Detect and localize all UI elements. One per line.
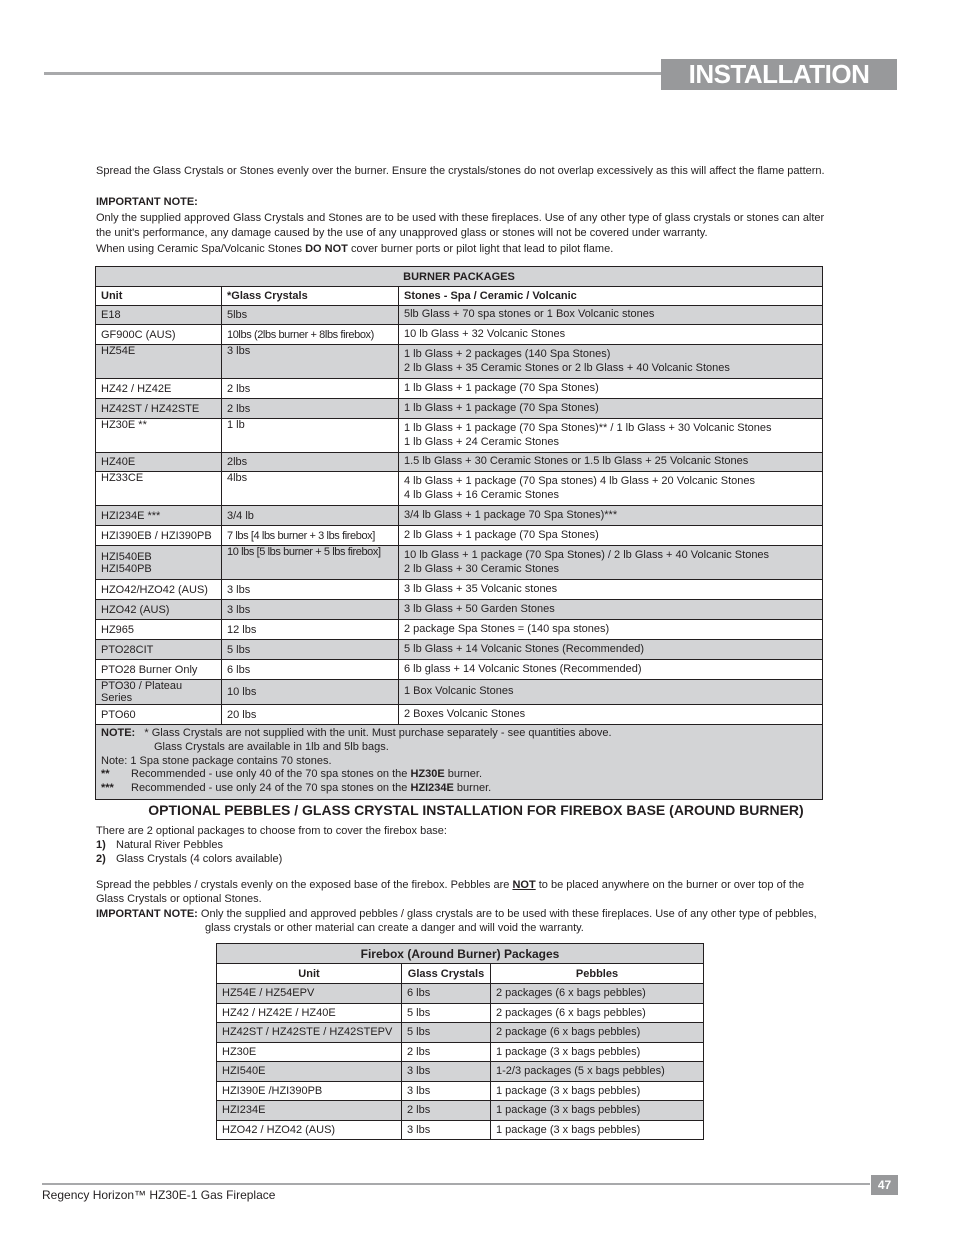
cell-pebbles: 1 package (3 x bags pebbles)	[491, 1120, 704, 1140]
cell-glass: 10lbs (2lbs burner + 8lbs firebox)	[222, 325, 399, 345]
cell-glass: 6 lbs	[402, 984, 491, 1004]
firebox-packages-table	[216, 943, 704, 1140]
cell-unit: HZ42ST / HZ42STE	[96, 399, 222, 419]
cell-pebbles: 1-2/3 packages (5 x bags pebbles)	[491, 1062, 704, 1082]
cell-glass: 3 lbs	[222, 345, 399, 379]
table-row	[96, 379, 823, 399]
footer-rule	[42, 1183, 870, 1185]
cell-glass: 20 lbs	[222, 705, 399, 725]
cell-stones: 3 lb Glass + 50 Garden Stones	[399, 600, 823, 620]
cell-glass: 1 lb	[222, 419, 399, 453]
cell-pebbles: 2 packages (6 x bags pebbles)	[491, 984, 704, 1004]
table-row	[96, 306, 823, 325]
cell-stones: 10 lb Glass + 1 package (70 Spa Stones) / 2 lb Glass + 40 Volcanic Stones 2 lb Glass + 30 Ceramic Stones	[399, 546, 823, 580]
optional-heading: OPTIONAL PEBBLES / GLASS CRYSTAL INSTALLATION FOR FIREBOX BASE (AROUND BURNER)	[148, 802, 804, 818]
cell-unit: HZO42/HZO42 (AUS)	[96, 580, 222, 600]
cell-glass: 5 lbs	[402, 1023, 491, 1043]
table-row	[217, 1062, 704, 1082]
table-row	[96, 705, 823, 725]
cell-unit: HZ42 / HZ42E / HZ40E	[217, 1003, 402, 1023]
table-row	[96, 600, 823, 620]
table-row	[96, 453, 823, 472]
table-row	[96, 680, 823, 705]
col-header-unit: Unit	[96, 287, 222, 306]
cell-unit: HZI234E	[217, 1101, 402, 1121]
cell-glass: 3 lbs	[402, 1062, 491, 1082]
cell-stones: 1 lb Glass + 2 packages (140 Spa Stones) 2 lb Glass + 35 Ceramic Stones or 2 lb Glass + 40 Volcanic Stones	[399, 345, 823, 379]
cell-stones: 5lb Glass + 70 spa stones or 1 Box Volcanic stones	[399, 306, 823, 325]
table-row	[217, 1042, 704, 1062]
table-row	[96, 472, 823, 506]
table-row	[96, 580, 823, 600]
cell-stones: 1 lb Glass + 1 package (70 Spa Stones)	[399, 379, 823, 399]
col-header-unit: Unit	[217, 964, 402, 984]
table-row	[217, 1120, 704, 1140]
cell-glass: 5 lbs	[402, 1003, 491, 1023]
burner-packages-table	[95, 266, 823, 800]
cell-stones: 1.5 lb Glass + 30 Ceramic Stones or 1.5 lb Glass + 25 Volcanic Stones	[399, 453, 823, 472]
cell-glass: 5 lbs	[222, 640, 399, 660]
cell-unit: HZ33CE	[96, 472, 222, 506]
optional-packages: There are 2 optional packages to choose from to cover the firebox base: 1) Natural River Pebbles 2) Glass Crystals (4 colors available)	[96, 825, 447, 865]
table-row	[217, 1101, 704, 1121]
cell-stones: 3 lb Glass + 35 Volcanic stones	[399, 580, 823, 600]
optional-important-note: IMPORTANT NOTE: Only the supplied and approved pebbles / glass crystals are to be used with these fireplaces. Use of any other type of pebbles, glass crystals or other material can create a danger and will void the warranty.	[96, 908, 817, 934]
cell-glass: 3/4 lb	[222, 506, 399, 526]
table-row	[96, 345, 823, 379]
col-header-stones: Stones - Spa / Ceramic / Volcanic	[399, 287, 823, 306]
cell-glass: 2 lbs	[402, 1101, 491, 1121]
cell-unit: HZ40E	[96, 453, 222, 472]
cell-unit: PTO28CIT	[96, 640, 222, 660]
important-note: IMPORTANT NOTE: Only the supplied approved Glass Crystals and Stones are to be used with these fireplaces. Use of any other type of glass crystals or stones can alter the unit's performance, any damage caused by the use of any unapproved glass or stones will not be covered under warranty. When using Ceramic Spa/Volcanic Stones DO NOT cover burner ports or pilot light that lead to pilot flame.	[96, 196, 825, 255]
cell-unit: PTO60	[96, 705, 222, 725]
cell-unit: HZI390EB / HZI390PB	[96, 526, 222, 546]
table-row	[96, 640, 823, 660]
burner-notes: NOTE: * Glass Crystals are not supplied with the unit. Must purchase separately - see quantities above. Glass Crystals are available in 1lb and 5lb bags. Note: 1 Spa stone package contains 70 stones. ** Recommended - use only 40 of the 70 spa stones on the HZ30E burner. *** Recommended - use only 24 of the 70 spa stones on the HZI234E burner.	[96, 725, 823, 800]
table-row	[96, 620, 823, 640]
cell-glass: 7 lbs [4 lbs burner + 3 lbs firebox]	[222, 526, 399, 546]
cell-unit: HZ965	[96, 620, 222, 640]
intro-paragraph: Spread the Glass Crystals or Stones evenly over the burner. Ensure the crystals/stones do not overlap excessively as this will affect the flame pattern.	[96, 165, 825, 177]
cell-glass: 5lbs	[222, 306, 399, 325]
cell-unit: E18	[96, 306, 222, 325]
cell-glass: 2 lbs	[222, 379, 399, 399]
cell-unit: HZI540EB HZI540PB	[96, 546, 222, 580]
table-row	[96, 399, 823, 419]
cell-unit: HZO42 (AUS)	[96, 600, 222, 620]
cell-unit: HZ42 / HZ42E	[96, 379, 222, 399]
cell-unit: GF900C (AUS)	[96, 325, 222, 345]
cell-unit: HZI540E	[217, 1062, 402, 1082]
cell-unit: PTO30 / Plateau Series	[96, 680, 222, 705]
cell-unit: HZ30E **	[96, 419, 222, 453]
cell-stones: 2 lb Glass + 1 package (70 Spa Stones)	[399, 526, 823, 546]
table-row	[96, 526, 823, 546]
cell-stones: 6 lb glass + 14 Volcanic Stones (Recommended)	[399, 660, 823, 680]
page-number: 47	[871, 1175, 898, 1195]
cell-glass: 4lbs	[222, 472, 399, 506]
cell-stones: 5 lb Glass + 14 Volcanic Stones (Recommended)	[399, 640, 823, 660]
important-note-text: Only the supplied approved Glass Crystals and Stones are to be used with these fireplaces. Use of any other type of glass crystals or stones can alter the unit's performance, any damage caused by the use of any unapproved glass or stones will not be covered under warranty.	[96, 211, 825, 239]
table-row	[217, 1003, 704, 1023]
footer-text: Regency Horizon™ HZ30E-1 Gas Fireplace	[42, 1188, 276, 1202]
cell-unit: PTO28 Burner Only	[96, 660, 222, 680]
table-row	[96, 546, 823, 580]
cell-glass: 2lbs	[222, 453, 399, 472]
cell-glass: 3 lbs	[402, 1120, 491, 1140]
cell-glass: 3 lbs	[402, 1081, 491, 1101]
burner-table-title: BURNER PACKAGES	[96, 267, 823, 287]
header-rule	[44, 72, 664, 75]
cell-glass: 3 lbs	[222, 600, 399, 620]
firebox-table-title: Firebox (Around Burner) Packages	[217, 944, 704, 964]
cell-glass: 6 lbs	[222, 660, 399, 680]
cell-unit: HZI390E /HZI390PB	[217, 1081, 402, 1101]
cell-stones: 3/4 lb Glass + 1 package 70 Spa Stones)***	[399, 506, 823, 526]
cell-pebbles: 1 package (3 x bags pebbles)	[491, 1081, 704, 1101]
table-row	[217, 984, 704, 1004]
cell-unit: HZO42 / HZO42 (AUS)	[217, 1120, 402, 1140]
cell-stones: 4 lb Glass + 1 package (70 Spa stones) 4 lb Glass + 20 Volcanic Stones 4 lb Glass + 16 Ceramic Stones	[399, 472, 823, 506]
cell-glass: 10 lbs	[222, 680, 399, 705]
cell-glass: 3 lbs	[222, 580, 399, 600]
cell-stones: 10 lb Glass + 32 Volcanic Stones	[399, 325, 823, 345]
table-row	[217, 1023, 704, 1043]
important-note-label: IMPORTANT NOTE:	[96, 196, 198, 208]
cell-unit: HZ54E	[96, 345, 222, 379]
cell-stones: 1 Box Volcanic Stones	[399, 680, 823, 705]
cell-unit: HZI234E ***	[96, 506, 222, 526]
cell-unit: HZ42ST / HZ42STE / HZ42STEPV	[217, 1023, 402, 1043]
cell-unit: HZ54E / HZ54EPV	[217, 984, 402, 1004]
cell-pebbles: 2 packages (6 x bags pebbles)	[491, 1003, 704, 1023]
cell-pebbles: 2 package (6 x bags pebbles)	[491, 1023, 704, 1043]
table-row	[96, 419, 823, 453]
table-row	[96, 506, 823, 526]
cell-unit: HZ30E	[217, 1042, 402, 1062]
table-row	[96, 325, 823, 345]
col-header-glass: *Glass Crystals	[222, 287, 399, 306]
table-row	[96, 660, 823, 680]
col-header-pebbles: Pebbles	[491, 964, 704, 984]
table-row	[217, 1081, 704, 1101]
cell-glass: 2 lbs	[222, 399, 399, 419]
spread-paragraph: Spread the pebbles / crystals evenly on the exposed base of the firebox. Pebbles are NOT to be placed anywhere on the burner or over top of the Glass Crystals or optional Stones.	[96, 879, 805, 905]
cell-stones: 2 Boxes Volcanic Stones	[399, 705, 823, 725]
cell-pebbles: 1 package (3 x bags pebbles)	[491, 1101, 704, 1121]
cell-stones: 1 lb Glass + 1 package (70 Spa Stones)	[399, 399, 823, 419]
cell-pebbles: 1 package (3 x bags pebbles)	[491, 1042, 704, 1062]
cell-glass: 2 lbs	[402, 1042, 491, 1062]
col-header-glass: Glass Crystals	[402, 964, 491, 984]
cell-glass: 10 lbs [5 lbs burner + 5 lbs firebox]	[222, 546, 399, 580]
section-title: INSTALLATION	[661, 59, 897, 90]
cell-stones: 2 package Spa Stones = (140 spa stones)	[399, 620, 823, 640]
cell-stones: 1 lb Glass + 1 package (70 Spa Stones)** / 1 lb Glass + 30 Volcanic Stones 1 lb Glass + 24 Ceramic Stones	[399, 419, 823, 453]
cell-glass: 12 lbs	[222, 620, 399, 640]
